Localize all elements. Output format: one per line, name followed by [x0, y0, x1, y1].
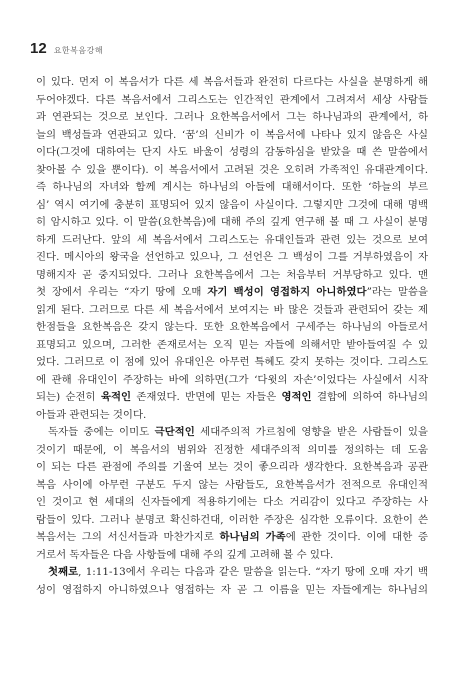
- text-line: 읽게 된다. 그러므로 다른 세 복음서에서 보여지는 바 많은 것들과 관련되어 갖는 제: [36, 303, 428, 316]
- text-line: 한점들을 요한복음은 갖지 않는다. 또한 요한복음에서 구세주는 하나님의 아들로서: [36, 321, 428, 333]
- running-title: 요한복음강해: [53, 46, 104, 55]
- emphasis-text: 극단적인: [154, 426, 195, 438]
- text-line: 명해지자 곧 중지되었다. 그러나 요한복음에서 그는 처음부터 거부당하고 있다. 맨: [36, 268, 428, 281]
- text-line: 첫 장에서 우리는 “자기 땅에 오매 자기 백성이 영접하지 아니하였다”라는 말씀을: [36, 286, 428, 298]
- text-line: 거로서 독자들은 다음 사항들에 대해 주의 깊게 고려해 볼 수 있다.: [36, 548, 334, 561]
- text-line: 복음 사이에 아무런 구분도 두지 않는 사람들도, 요한복음서가 전적으로 유대인적: [36, 478, 428, 491]
- text-line: 이 되는 다른 관점에 주의를 기울여 보는 것이 좋으리라 생각한다. 요한복음과 공관: [36, 461, 428, 473]
- text-line: 표명되고 있으며, 그러한 존재로서는 오직 믿는 자들에 의해서만 받아들여질 수 있: [36, 338, 428, 351]
- text-line: 심’ 역시 여기에 충분히 표명되어 있지 않음이 사실이다. 그렇지만 그것에 대해 명백: [36, 198, 428, 211]
- text-line: 진다. 메시아의 왕국을 선언하고 있으나, 그 선언은 그 백성이 그를 거부하였음이 자: [36, 251, 428, 263]
- emphasis-text: 영적인: [281, 391, 312, 403]
- text-line: 두어야겠다. 다른 복음서에서 그리스도는 인간적인 관계에서 그려져서 세상 사람들: [36, 93, 428, 106]
- text-line: 즉 하나님의 자녀와 함께 계시는 하나님의 아들에 대해서이다. 또한 ‘하늘의 부르: [36, 181, 428, 193]
- text-line: 것이기 때문에, 이 복음서의 범위와 진정한 세대주의적 의미를 정의하는 데 도움: [36, 443, 428, 456]
- text-line: 람들이 있다. 그러나 분명코 확신하건대, 이러한 주장은 심각한 오류이다. 요한이 쓴: [36, 513, 428, 526]
- text-line: 이 있다. 먼저 이 복음서가 다른 세 복음서들과 완전히 다르다는 사실을 분명하게 해: [36, 76, 428, 88]
- text-line: 과 연관되는 것으로 보인다. 그러나 요한복음서에서 그는 하나님과의 관계에서, 하: [36, 111, 428, 123]
- text-line: 히 암시하고 있다. 이 말씀(요한복음)에 대해 주의 깊게 연구해 볼 때 그 사실이 분명: [36, 216, 428, 228]
- text-line: 독자들 중에는 이미도 극단적인 세대주의적 가르침에 영향을 받은 사람들이 있을: [48, 426, 428, 438]
- page-number: 12: [30, 40, 47, 57]
- text-line: 아들과 관련되는 것이다.: [36, 408, 147, 421]
- text-line: 찾아볼 수 있을 뿐이다). 이 복음서에서 고려된 것은 오히려 가족적인 유대관계이다.: [36, 163, 428, 176]
- text-line: 하게 드러난다. 앞의 세 복음서에서 그리스도는 유대인들과 관련 있는 것으로 보여: [36, 233, 428, 246]
- emphasis-text: 첫째로: [48, 566, 79, 578]
- text-line: 복음서는 그의 서신서들과 마찬가지로 하나님의 가족에 관한 것이다. 이에 대한 증: [36, 531, 428, 543]
- text-line: 인 것이고 현 세대의 신자들에게 적용하기에는 다소 거리감이 있다고 주장하는 사: [36, 496, 428, 508]
- text-line: 에 관해 유대인이 주장하는 바에 의하면(그가 ‘다윗의 자손’이었다는 사실에서 시작: [36, 373, 428, 386]
- page-header: [30, 40, 103, 57]
- text-line: 이다(그것에 대하여는 단지 사도 바울이 성령의 감동하심을 받았을 때 쓴 말씀에서: [36, 146, 428, 158]
- emphasis-text: 육적인: [100, 391, 132, 403]
- emphasis-text: 자기 백성이 영접하지 아니하였다: [207, 286, 367, 298]
- text-line: 성이 영접하지 아니하였으나 영접하는 자 곧 그 이름을 믿는 자들에게는 하나님의: [36, 583, 428, 596]
- emphasis-text: 하나님의 가족: [219, 531, 286, 543]
- text-line: 첫째로, 1:11-13에서 우리는 다음과 같은 말씀을 읽는다. “자기 땅에 오매 자기 백: [48, 566, 428, 578]
- body-text: [36, 74, 428, 599]
- text-line: 었다. 그러므로 이 점에 있어 유대인은 아무런 특혜도 갖지 못하는 것이다. 그리스도: [36, 356, 428, 368]
- text-line: 늘의 백성들과 연관되고 있다. ‘꿈’의 신비가 이 복음서에 나타나 있지 않음은 사실: [36, 128, 428, 141]
- text-line: 되는) 순전히 육적인 존재였다. 반면에 믿는 자들은 영적인 결합에 의하여 하나님의: [36, 391, 428, 403]
